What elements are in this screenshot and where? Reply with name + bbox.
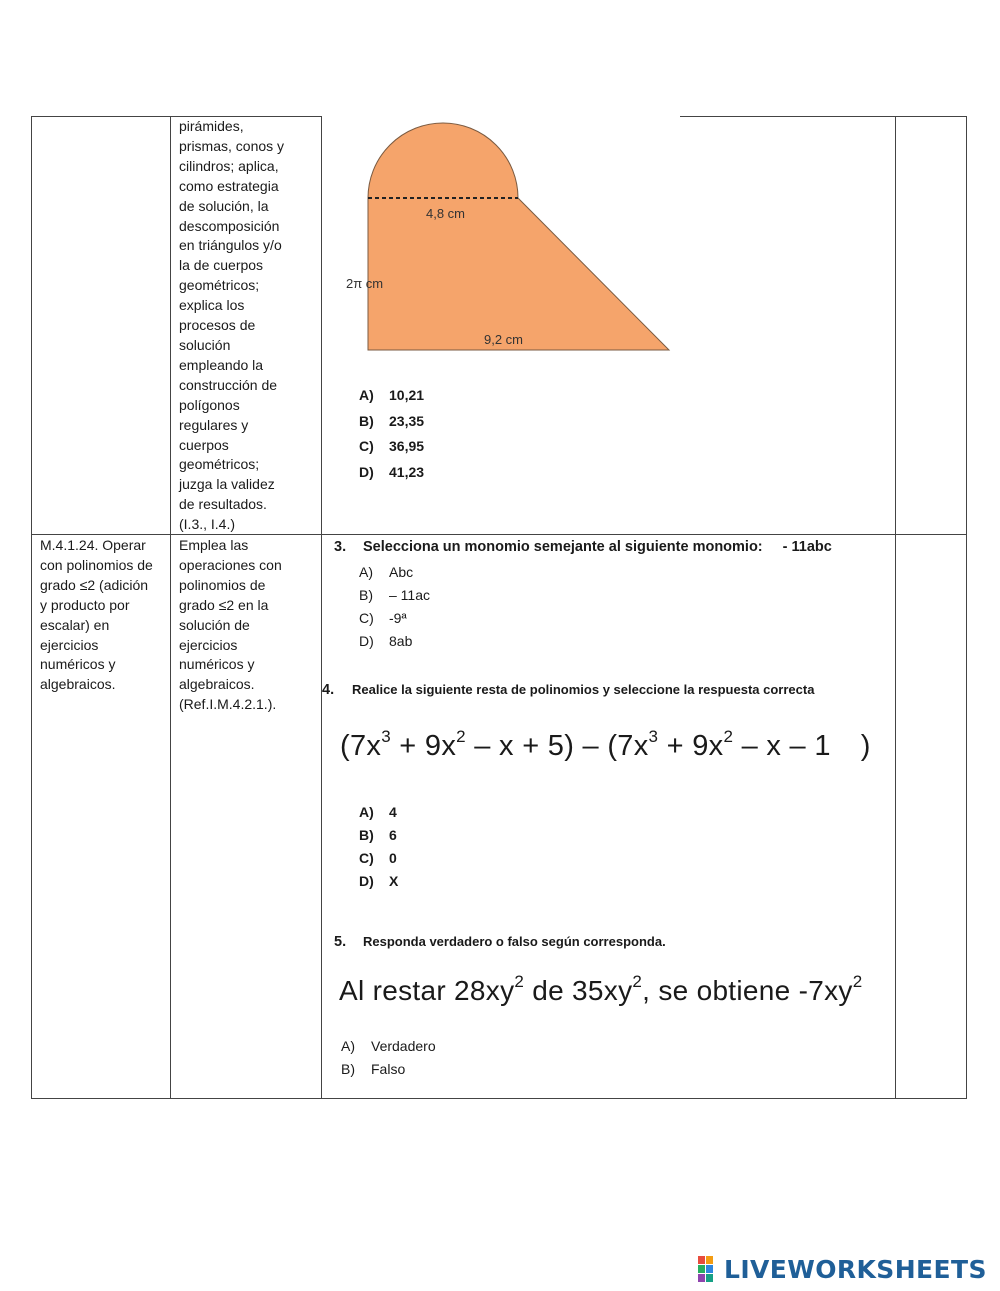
option-letter: B) — [359, 827, 374, 843]
cell-line: en triángulos y/o — [179, 237, 282, 254]
option-letter: A) — [359, 387, 374, 403]
option-letter: B) — [359, 413, 374, 429]
cell-line: geométricos; — [179, 456, 260, 473]
cell-line: la de cuerpos — [179, 257, 264, 274]
cell-line: descomposición — [179, 217, 280, 234]
question-number: 4. — [322, 682, 335, 698]
liveworksheets-brand[interactable]: LIVEWORKSHEETS — [724, 1255, 987, 1284]
option-value: 6 — [389, 827, 397, 843]
option-value: 23,35 — [389, 413, 425, 429]
cell-line: M.4.1.24. Operar — [40, 537, 146, 553]
cell-line: solución de — [179, 616, 250, 633]
cell-line: grado ≤2 en la — [179, 596, 269, 613]
liveworksheets-logo-icon — [698, 1256, 720, 1284]
column-border-3 — [321, 116, 322, 1099]
cell-line: grado ≤2 (adición — [40, 576, 149, 593]
column-border-2 — [170, 116, 171, 1099]
option-value: Abc — [389, 564, 414, 580]
cell-line: y producto por — [40, 596, 130, 613]
row1-option-d[interactable] — [359, 464, 424, 480]
cell-line: con polinomios de — [40, 556, 153, 573]
option-letter: D) — [359, 633, 374, 649]
q3-option-d[interactable] — [359, 633, 412, 649]
q5-option-b[interactable] — [341, 1061, 405, 1077]
q4-option-d[interactable] — [359, 873, 398, 889]
cell-line: de resultados. — [179, 496, 267, 513]
cell-line: (Ref.I.M.4.2.1.). — [179, 696, 277, 713]
cell-line: empleando la — [179, 356, 264, 373]
cell-line: polinomios de — [179, 576, 266, 593]
cell-line: geométricos; — [179, 277, 260, 294]
cell-line: Emplea las — [179, 537, 249, 553]
row1-option-c[interactable] — [359, 438, 424, 454]
option-letter: C) — [359, 610, 374, 626]
cell-line: numéricos y — [40, 656, 116, 673]
option-letter: A) — [341, 1038, 355, 1054]
option-value: 10,21 — [389, 387, 425, 403]
option-value: -9ª — [389, 610, 407, 626]
q3-option-b[interactable] — [359, 587, 430, 603]
row1-option-b[interactable] — [359, 413, 424, 429]
figure-shape — [368, 123, 669, 350]
cell-line: (I.3., I.4.) — [179, 516, 236, 533]
cell-line: polígonos — [179, 396, 240, 413]
cell-line: de solución, la — [179, 197, 269, 214]
q4-option-c[interactable] — [359, 850, 397, 866]
cell-line: operaciones con — [179, 556, 282, 573]
option-letter: A) — [359, 564, 373, 580]
option-value: 0 — [389, 850, 397, 866]
column-border-1 — [31, 116, 32, 1099]
cell-line: procesos de — [179, 317, 256, 334]
figure-label-top: 4,8 cm — [426, 206, 466, 221]
cell-line: solución — [179, 336, 231, 353]
question-4 — [322, 682, 814, 698]
cell-line: como estrategia — [179, 177, 279, 194]
option-value: 36,95 — [389, 438, 425, 454]
cell-line: cilindros; aplica, — [179, 157, 279, 174]
option-value: X — [389, 873, 399, 889]
option-letter: B) — [359, 587, 373, 603]
table-border-top-right — [680, 116, 967, 117]
option-value: 8ab — [389, 633, 413, 649]
q4-option-a[interactable] — [359, 804, 397, 820]
question-text: Realice la siguiente resta de polinomios y seleccione la respuesta correcta — [352, 682, 815, 697]
polynomial-expression: $(7x^3 + 9x^2 - x + 5) - (7x^3 + 9x^2 - x - 1$ ) — [340, 727, 871, 762]
row2-skill-text — [40, 536, 170, 695]
cell-line: ejercicios — [179, 636, 238, 653]
option-value: Falso — [371, 1061, 406, 1077]
true-false-statement: Al restar $28xy^2$ de $35xy^2$, se obtiene $-7xy^2$ — [339, 972, 863, 1006]
option-value: – 11ac — [389, 587, 430, 603]
option-letter: B) — [341, 1061, 355, 1077]
cell-line: numéricos y — [179, 656, 255, 673]
cell-line: construcción de — [179, 376, 278, 393]
q3-option-c[interactable] — [359, 610, 407, 626]
question-number: 5. — [334, 934, 347, 950]
cell-line: pirámides, — [179, 118, 244, 134]
row1-indicator-text — [179, 117, 319, 535]
option-letter: C) — [359, 438, 374, 454]
cell-line: juzga la validez — [179, 476, 275, 493]
composite-figure — [330, 116, 680, 356]
option-letter: C) — [359, 850, 374, 866]
cell-line: algebraicos. — [179, 676, 255, 693]
option-value: 4 — [389, 804, 397, 820]
monomial: - 11abc — [782, 539, 832, 555]
option-letter: A) — [359, 804, 374, 820]
cell-line: cuerpos — [179, 436, 229, 453]
question-text: Selecciona un monomio semejante al siguiente monomio: — [363, 539, 763, 555]
column-border-4 — [895, 116, 896, 1099]
question-text: Responda verdadero o falso según corresponda. — [363, 934, 666, 949]
cell-line: explica los — [179, 297, 245, 314]
option-value: Verdadero — [371, 1038, 436, 1054]
cell-line: ejercicios — [40, 636, 99, 653]
table-border-bottom — [31, 1098, 967, 1099]
q3-option-a[interactable] — [359, 564, 413, 580]
cell-line: prismas, conos y — [179, 137, 285, 154]
row-divider — [31, 534, 967, 535]
cell-line: algebraicos. — [40, 676, 116, 693]
figure-label-bottom: 9,2 cm — [484, 332, 524, 347]
q5-option-a[interactable] — [341, 1038, 436, 1054]
question-5 — [334, 934, 666, 950]
row2-indicator-text — [179, 536, 319, 715]
question-3 — [334, 539, 832, 555]
option-letter: D) — [359, 464, 374, 480]
column-border-5 — [966, 116, 967, 1099]
option-value: 41,23 — [389, 464, 425, 480]
cell-line: regulares y — [179, 416, 249, 433]
option-letter: D) — [359, 873, 374, 889]
row1-option-a[interactable] — [359, 387, 424, 403]
q4-option-b[interactable] — [359, 827, 397, 843]
figure-label-side: 2π cm — [346, 276, 384, 291]
question-number: 3. — [334, 539, 347, 555]
cell-line: escalar) en — [40, 616, 110, 633]
